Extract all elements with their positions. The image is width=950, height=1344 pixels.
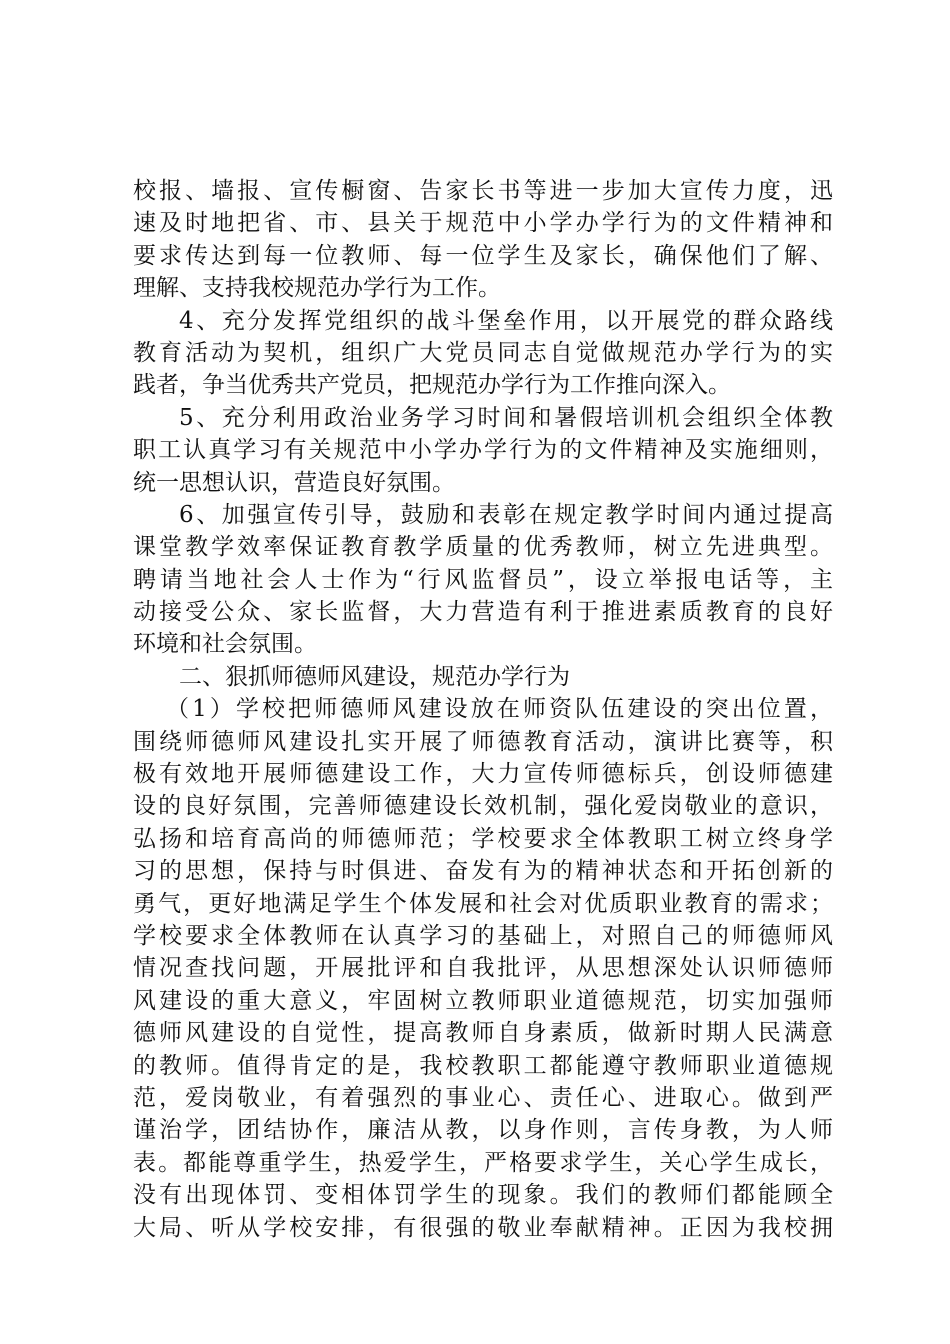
text-line: 大局、听从学校安排，有很强的敬业奉献精神。正因为我校拥 bbox=[133, 1214, 833, 1241]
text-line: 职工认真学习有关规范中小学办学行为的文件精神及实施细则， bbox=[133, 437, 833, 464]
text-line: 学校要求全体教师在认真学习的基础上，对照自己的师德师风 bbox=[133, 922, 833, 949]
text-line: 的教师。值得肯定的是，我校教职工都能遵守教师职业道德规 bbox=[133, 1052, 833, 1079]
text-line: 践者，争当优秀共产党员，把规范办学行为工作推向深入。 bbox=[133, 372, 731, 399]
text-line: 风建设的重大意义，牢固树立教师职业道德规范，切实加强师 bbox=[133, 987, 833, 1014]
section-heading: 二、狠抓师德师风建设，规范办学行为 bbox=[179, 663, 570, 690]
text-line: 弘扬和培育高尚的师德师范；学校要求全体教职工树立终身学 bbox=[133, 825, 833, 852]
text-line: 要求传达到每一位教师、每一位学生及家长，确保他们了解、 bbox=[133, 242, 833, 269]
text-line: 极有效地开展师德建设工作，大力宣传师德标兵，创设师德建 bbox=[133, 761, 833, 788]
text-line: （1）学校把师德师风建设放在师资队伍建设的突出位置， bbox=[166, 696, 833, 723]
text-line: 情况查找问题，开展批评和自我批评，从思想深处认识师德师 bbox=[133, 955, 833, 982]
text-line: 聘请当地社会人士作为“行风监督员”，设立举报电话等，主 bbox=[133, 566, 833, 593]
text-line: 习的思想，保持与时俱进、奋发有为的精神状态和开拓创新的 bbox=[133, 858, 833, 885]
text-line: 教育活动为契机，组织广大党员同志自觉做规范办学行为的实 bbox=[133, 339, 833, 366]
document-body bbox=[133, 175, 833, 1244]
text-line: 德师风建设的自觉性，提高教师自身素质，做新时期人民满意 bbox=[133, 1020, 833, 1047]
text-line: 统一思想认识，营造良好氛围。 bbox=[133, 469, 455, 496]
text-line: 校报、墙报、宣传橱窗、告家长书等进一步加大宣传力度，迅 bbox=[133, 178, 833, 204]
text-line: 课堂教学效率保证教育教学质量的优秀教师，树立先进典型。 bbox=[133, 534, 833, 561]
text-line: 没有出现体罚、变相体罚学生的现象。我们的教师们都能顾全 bbox=[133, 1182, 833, 1209]
text-line: 范，爱岗敬业，有着强烈的事业心、责任心、进取心。做到严 bbox=[133, 1084, 833, 1111]
text-line: 设的良好氛围，完善师德建设长效机制，强化爱岗敬业的意识， bbox=[133, 793, 833, 820]
text-line: 动接受公众、家长监督，大力营造有利于推进素质教育的良好 bbox=[133, 599, 833, 626]
text-line: 谨治学，团结协作，廉洁从教，以身作则，言传身教，为人师 bbox=[133, 1117, 833, 1144]
text-line: 理解、支持我校规范办学行为工作。 bbox=[133, 275, 501, 302]
text-line: 围绕师德师风建设扎实开展了师德教育活动，演讲比赛等，积 bbox=[133, 728, 833, 755]
text-line: 速及时地把省、市、县关于规范中小学办学行为的文件精神和 bbox=[133, 210, 833, 237]
text-line: 5、充分利用政治业务学习时间和暑假培训机会组织全体教 bbox=[179, 404, 833, 431]
text-line: 4、充分发挥党组织的战斗堡垒作用，以开展党的群众路线 bbox=[179, 307, 833, 334]
text-line: 勇气，更好地满足学生个体发展和社会对优质职业教育的需求； bbox=[133, 890, 833, 917]
text-line: 环境和社会氛围。 bbox=[133, 631, 317, 658]
text-line: 表。都能尊重学生，热爱学生，严格要求学生，关心学生成长， bbox=[133, 1149, 833, 1176]
text-line: 6、加强宣传引导，鼓励和表彰在规定教学时间内通过提高 bbox=[179, 501, 833, 528]
